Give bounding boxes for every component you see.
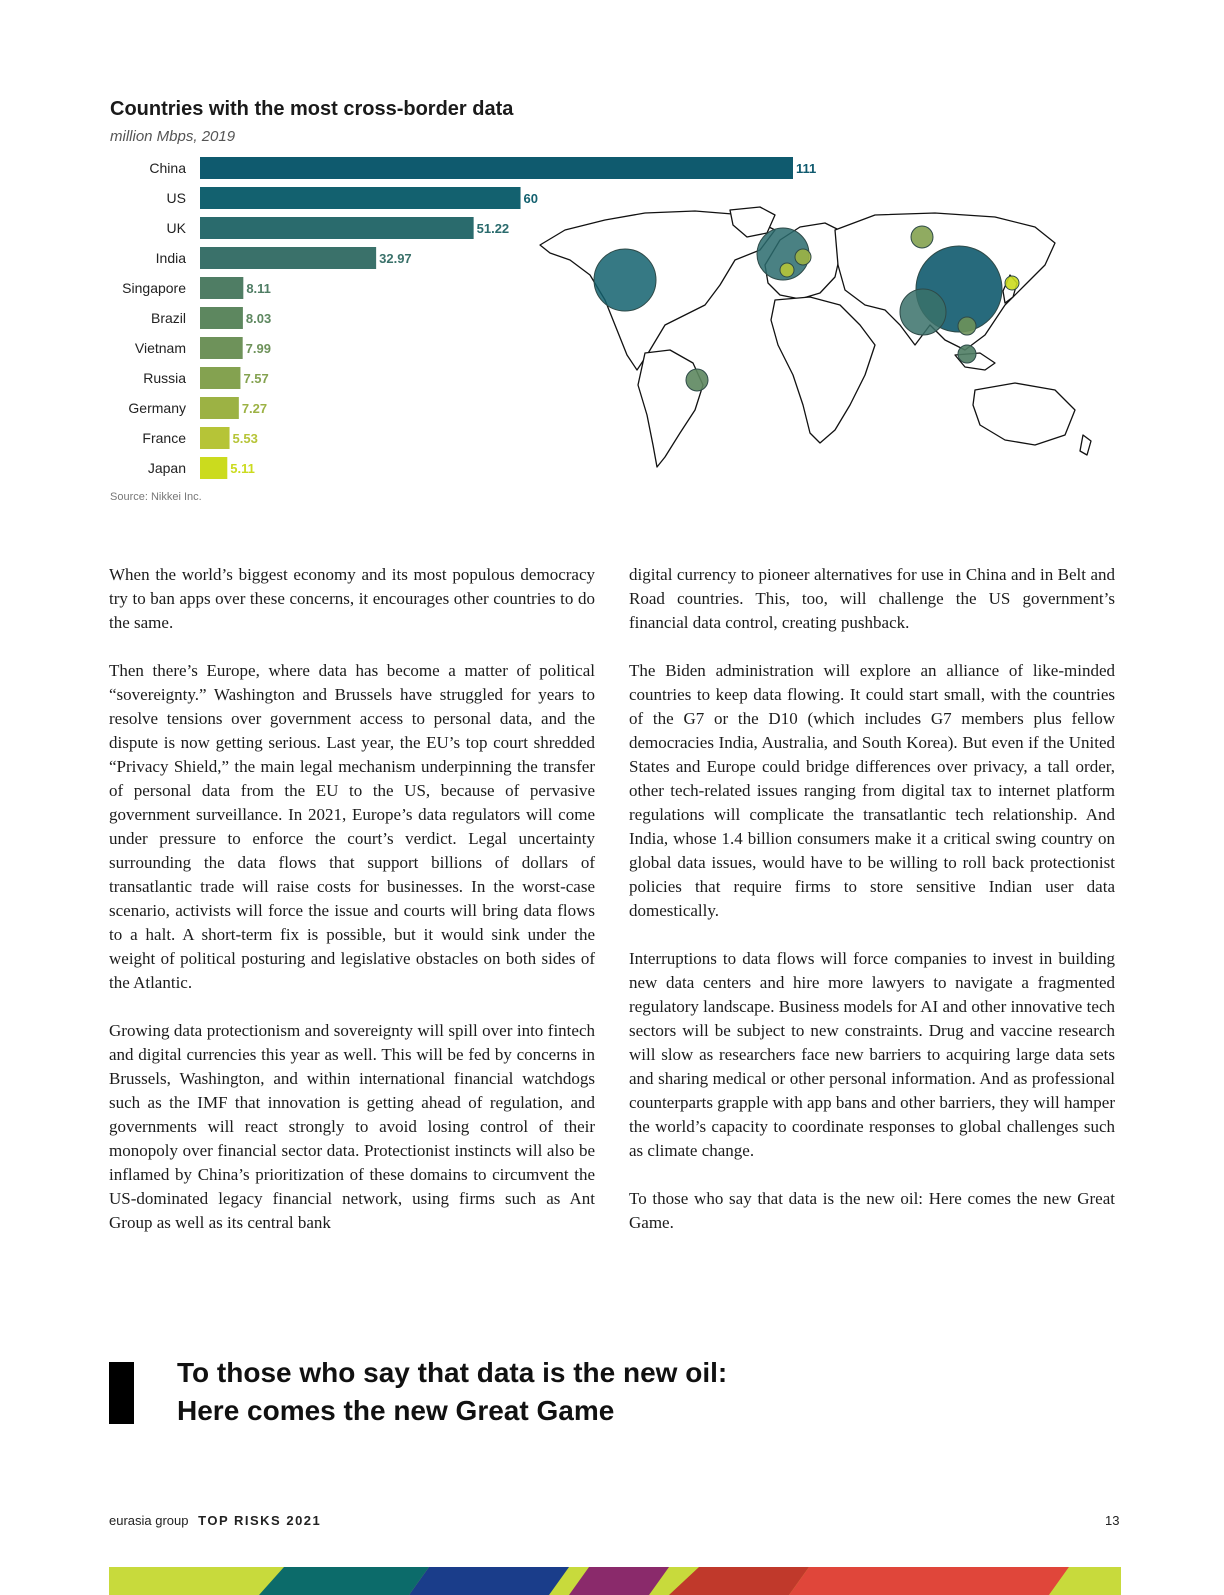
chart-subtitle: million Mbps, 2019	[110, 128, 236, 145]
body-column-right	[629, 563, 1115, 1259]
category-label: UK	[166, 220, 186, 236]
data-label: 51.22	[476, 221, 510, 236]
pull-quote	[177, 1354, 727, 1430]
category-label: Russia	[143, 370, 186, 386]
data-label: 32.97	[379, 251, 412, 266]
brand-name: eurasia group	[109, 1513, 189, 1528]
bar	[200, 397, 239, 419]
body-paragraph: When the world’s biggest economy and its most populous democracy try to ban apps over these concerns, it encourages other countries to do the same.	[109, 565, 595, 632]
band-segment	[409, 1567, 569, 1595]
data-label: 111	[796, 161, 817, 176]
footer-brand	[109, 1513, 321, 1528]
band-segment	[789, 1567, 1069, 1595]
chart-title: Countries with the most cross-border data	[110, 98, 514, 120]
north-america-shape	[540, 211, 775, 370]
bar	[200, 367, 240, 389]
south-america-shape	[638, 350, 703, 467]
category-label: US	[166, 190, 186, 206]
data-label: 5.11	[230, 461, 255, 476]
bubble-russia	[911, 226, 933, 248]
bar	[200, 337, 243, 359]
body-paragraph: To those who say that data is the new oil: Here comes the new Great Game.	[629, 1189, 1115, 1232]
bar	[200, 247, 376, 269]
category-label: Germany	[128, 400, 186, 416]
bubble-us	[594, 249, 656, 311]
bubble-brazil	[686, 369, 708, 391]
report-title: TOP RISKS 2021	[198, 1513, 322, 1528]
category-label: Singapore	[122, 280, 186, 296]
bar	[200, 217, 474, 239]
callout-marker	[109, 1362, 134, 1424]
bubble-india	[900, 289, 946, 335]
data-label: 7.57	[243, 371, 269, 386]
category-label: Japan	[147, 460, 186, 476]
data-label: 5.53	[232, 431, 258, 446]
data-label: 8.11	[246, 281, 271, 296]
bubble-france	[780, 263, 794, 277]
new-zealand-shape	[1080, 435, 1091, 455]
pull-quote-line: Here comes the new Great Game	[177, 1395, 615, 1426]
bar	[200, 157, 793, 179]
bar	[200, 277, 243, 299]
data-label: 7.99	[245, 341, 271, 356]
band-segment	[259, 1567, 429, 1595]
page-number: 13	[1105, 1513, 1120, 1528]
bubble-germany	[795, 249, 811, 265]
data-label: 60	[523, 191, 539, 206]
pull-quote-line: To those who say that data is the new oil:	[177, 1357, 728, 1388]
australia-shape	[973, 383, 1075, 445]
world-land	[540, 207, 1091, 467]
world-map	[535, 205, 1100, 475]
body-paragraph: The Biden administration will explore an alliance of like-minded countries to keep data flowing. It could start small, with the countries of the G7 or the D10 (which includes G7 members plus fellow democracies India, Australia, and South Korea). But even if the United States and Europe could bridge differences over privacy, a tall order, other tech-related issues ranging from digital tax to internet platform regulations will complicate the transatlantic tech relationship. And India, whose 1.4 billion consumers make it a critical swing country on global data issues, would have to be willing to roll back protectionist policies that require firms to store sensitive Indian user data domestically.	[629, 661, 1115, 920]
category-label: China	[149, 160, 186, 176]
footer-color-band	[109, 1567, 1121, 1595]
data-label: 7.27	[241, 401, 268, 416]
body-paragraph: Interruptions to data flows will force companies to invest in building new data centers and hire more lawyers to navigate a fragmented regulatory landscape. Business models for AI and other innovative tech sectors will be subject to new constraints. Drug and vaccine research will slow as researchers face new barriers to acquiring large data sets and sharing medical or other personal information. And as professional counterparts grapple with app bans and other barriers, they will hamper the world’s capacity to coordinate responses to global challenges such as climate change.	[629, 949, 1115, 1160]
africa-shape	[771, 297, 875, 443]
body-paragraph: digital currency to pioneer alternatives for use in China and in Belt and Road countries. This, too, will challenge the US government’s financial data control, creating pushback.	[629, 565, 1115, 632]
body-paragraph: Growing data protectionism and sovereignty will spill over into fintech and digital currencies this year as well. This will be fed by concerns in Brussels, Washington, and within international financial watchdogs such as the IMF that innovation is getting ahead of regulation, and governments will react strongly to avoid losing control of their monopoly over financial sector data. Protectionist instincts will also be inflamed by China’s prioritization of these domains to circumvent the US-dominated legacy financial network, using firms such as Ant Group as well as its central bank	[109, 1021, 595, 1232]
bar	[200, 307, 243, 329]
body-column-left	[109, 563, 595, 1259]
category-label: India	[155, 250, 186, 266]
category-label: Brazil	[150, 310, 186, 326]
bubble-vietnam	[958, 317, 976, 335]
bar	[200, 427, 230, 449]
chart-source: Source: Nikkei Inc.	[110, 491, 202, 503]
bar	[200, 187, 521, 209]
body-paragraph: Then there’s Europe, where data has become a matter of political “sovereignty.” Washington and Brussels have struggled for years to resolve tensions over government access to personal data, and the dispute is now getting serious. Last year, the EU’s top court shredded “Privacy Shield,” the main legal mechanism underpinning the transfer of personal data from the EU to the US, because of pervasive government surveillance. In 2021, Europe’s data regulators will come under pressure to enforce the court’s verdict. Legal uncertainty surrounding the data flows that support billions of dollars of transatlantic trade will raise costs for businesses. In the worst-case scenario, activists will force the issue and courts will bring data flows to a halt. A short-term fix is possible, but it would sink under the weight of political posturing and legislative obstacles on both sides of the Atlantic.	[109, 661, 595, 992]
data-label: 8.03	[245, 311, 272, 326]
bar	[200, 457, 227, 479]
bubble-japan	[1005, 276, 1019, 290]
category-label: Vietnam	[134, 340, 186, 356]
bubble-singapore	[958, 345, 976, 363]
category-label: France	[142, 430, 186, 446]
